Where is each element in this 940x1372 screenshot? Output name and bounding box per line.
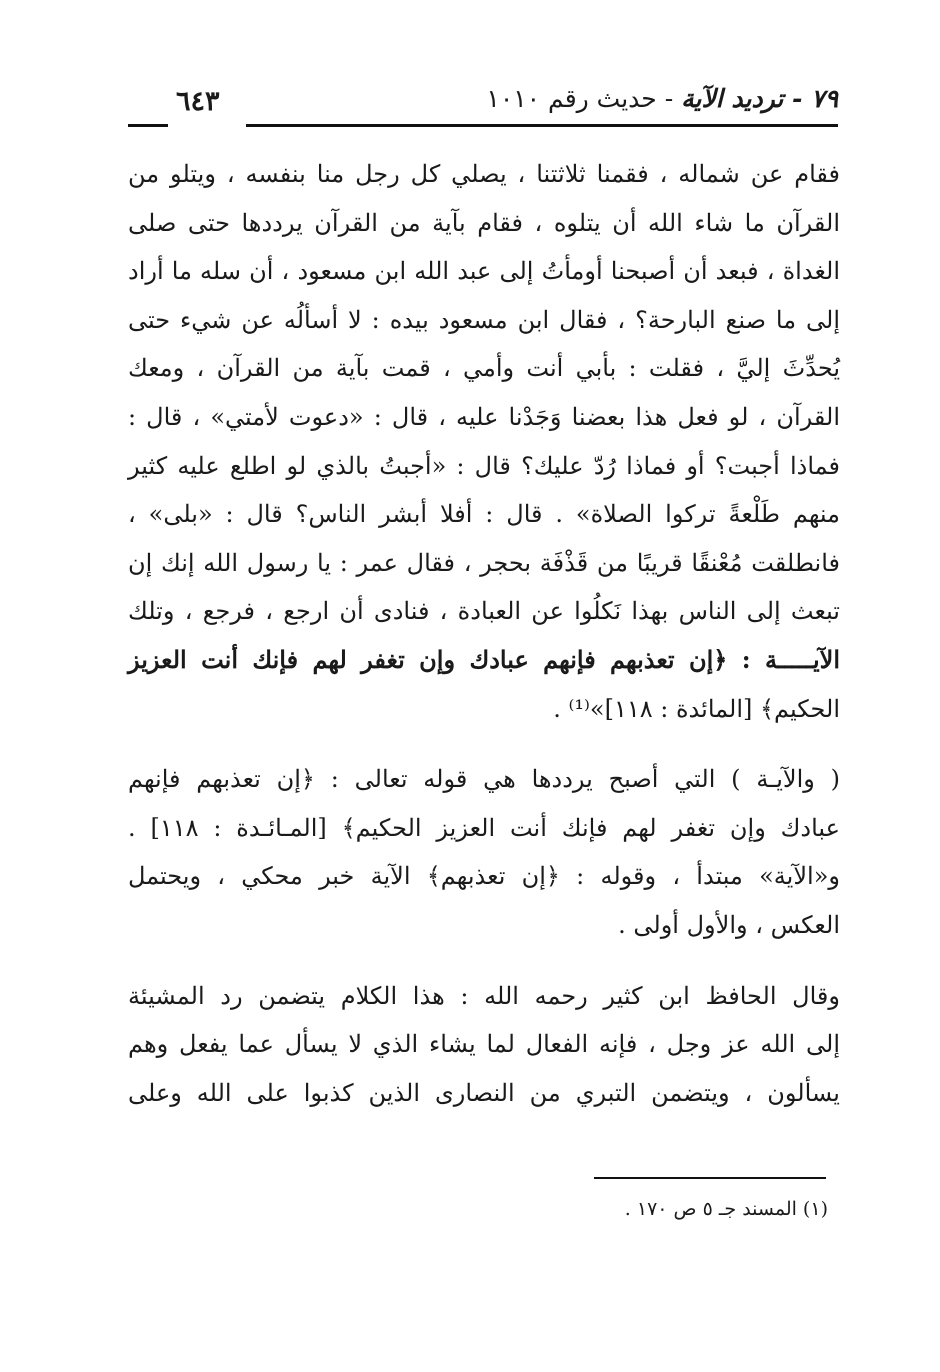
- text-line: الغداة ، فبعد أن أصبحنا أومأتُ إلى عبد الله ابن مسعود ، أن سله ما أراد: [128, 257, 840, 286]
- paragraph-1: [128, 150, 840, 733]
- text-line: القرآن ، لو فعل هذا بعضنا وَجَدْنا عليه ، قال : «دعوت لأمتي» ، قال :: [128, 402, 840, 431]
- paragraph-3: [128, 972, 840, 1118]
- main-text: [128, 150, 840, 1117]
- text-line: منهم طَلْعةً تركوا الصلاة» . قال : أفلا أبشر الناس؟ قال : «بلى» ،: [128, 500, 840, 529]
- text-line: فماذا أجبت؟ أو فماذا رُدّ عليك؟ قال : «أجبتُ بالذي لو اطلع عليه كثير: [128, 451, 841, 480]
- quran-verse-line: الآيـــــة : ﴿إن تعذبهم فإنهم عبادك وإن تغفر لهم فإنك أنت العزيز: [128, 644, 840, 674]
- text-line: وقال الحافظ ابن كثير رحمه الله : هذا الكلام يتضمن رد المشيئة: [128, 981, 840, 1010]
- text-line: العكس ، والأول أولى .: [618, 910, 840, 939]
- text-line: تبعث إلى الناس بهذا نَكلُوا عن العبادة ، فنادى أن ارجع ، فرجع ، وتلك: [128, 597, 840, 626]
- text-line: عبادك وإن تغفر لهم فإنك أنت العزيز الحكيم﴾ [المـائـدة : ١١٨] .: [128, 813, 840, 842]
- page-header: [128, 78, 838, 130]
- header-rule-short: [128, 124, 168, 127]
- footnote-rule: [594, 1177, 826, 1179]
- text-line: يسألون ، ويتضمن التبري من النصارى الذين كذبوا على الله وعلى: [128, 1078, 840, 1107]
- header-rule-long: [246, 124, 838, 127]
- running-title: [486, 84, 838, 113]
- text-line: القرآن ما شاء الله أن يتلوه ، فقام بآية من القرآن يرددها حتى صلى: [128, 208, 840, 237]
- text-line: ( والآيـة ) التي أصبح يرددها هي قوله تعالى : ﴿إن تعذبهم فإنهم: [128, 765, 840, 794]
- footnote: (١) المسند جـ ٥ ص ١٧٠ .: [624, 1198, 828, 1220]
- text-line: و«الآية» مبتدأ ، وقوله : ﴿إن تعذبهم﴾ الآية خبر محكي ، ويحتمل: [128, 862, 840, 891]
- text-line: فانطلقت مُعْنقًا قريبًا من قَذْفَة بحجر ، فقال عمر : يا رسول الله إنك إن: [128, 548, 840, 577]
- text-line: يُحدِّثَ إليَّ ، فقلت : بأبي أنت وأمي ، قمت بآية من القرآن ، ومعك: [128, 354, 840, 383]
- hadith-number: - حديث رقم ١٠١٠: [486, 84, 674, 113]
- text-line: الحكيم﴾ [المائدة : ١١٨]»⁽¹⁾ .: [553, 694, 840, 723]
- text-line: إلى ما صنع البارحة؟ ، فقال ابن مسعود بيده : لا أسألُه عن شيء حتى: [128, 305, 840, 334]
- text-line: إلى الله عز وجل ، فإنه الفعال لما يشاء الذي لا يسأل عما يفعل وهم: [128, 1030, 840, 1059]
- page-number: ٦٤٣: [176, 86, 220, 117]
- chapter-title: ٧٩ - ترديد الآية: [681, 84, 838, 113]
- paragraph-2: [128, 755, 840, 949]
- text-line: فقام عن شماله ، فقمنا ثلاثتنا ، يصلي كل رجل منا بنفسه ، ويتلو من: [128, 160, 840, 188]
